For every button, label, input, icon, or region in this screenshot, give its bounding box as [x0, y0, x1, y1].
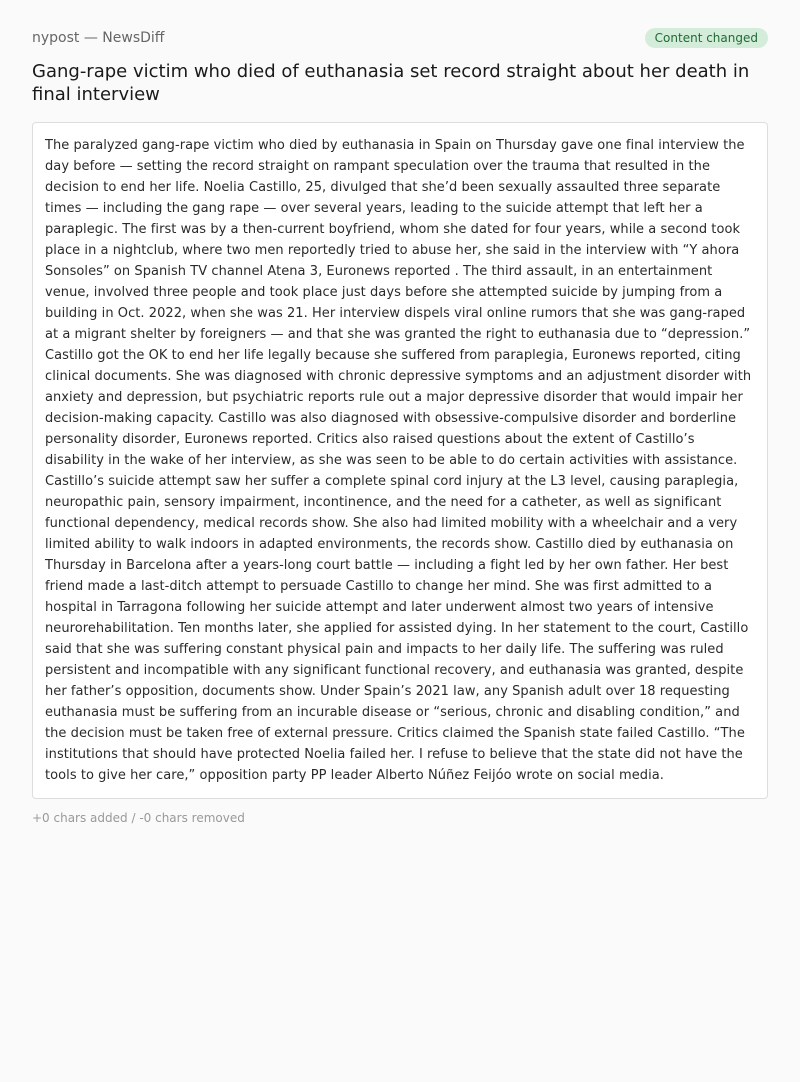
article-title: Gang-rape victim who died of euthanasia set record straight about her death in final interview — [32, 61, 750, 105]
status-badge: Content changed — [645, 28, 768, 48]
article-body-container — [32, 122, 768, 799]
article-body: The paralyzed gang-rape victim who died by euthanasia in Spain on Thursday gave one final interview the day before — setting the record straight on rampant speculation over the trauma that resulted in the decision to end her life. Noelia Castillo, 25, divulged that she’d been sexually assaulted three separate times — including the gang rape — over several years, leading to the suicide attempt that left her a paraplegic. The first was by a then-current boyfriend, whom she dated for four years, while a second took place in a nightclub, where two men reportedly tried to abuse her, she said in the interview with “Y ahora Sonsoles” on Spanish TV channel Atena 3, Euronews reported . The third assault, in an entertainment venue, involved three people and took place just days before she attempted suicide by jumping from a building in Oct. 2022, when she was 21. Her interview dispels viral online rumors that she was gang-raped at a migrant shelter by foreigners — and that she was granted the right to euthanasia due to “depression.” Castillo got the OK to end her life legally because she suffered from paraplegia, Euronews reported, citing clinical documents. She was diagnosed with chronic depressive symptoms and an adjustment disorder with anxiety and depression, but psychiatric reports rule out a major depressive disorder that would impair her decision-making capacity. Castillo was also diagnosed with obsessive-compulsive disorder and borderline personality disorder, Euronews reported. Critics also raised questions about the extent of Castillo’s disability in the wake of her interview, as she was seen to be able to do certain activities with assistance. Castillo’s suicide attempt saw her suffer a complete spinal cord injury at the L3 level, causing paraplegia, neuropathic pain, sensory impairment, incontinence, and the need for a catheter, as well as significant functional dependency, medical records show. She also had limited mobility with a wheelchair and a very limited ability to walk indoors in adapted environments, the records show. Castillo died by euthanasia on Thursday in Barcelona after a years-long court battle — including a fight led by her own father. Her best friend made a last-ditch attempt to persuade Castillo to change her mind. She was first admitted to a hospital in Tarragona following her suicide attempt and later underwent almost two years of intensive neurorehabilitation. Ten months later, she applied for assisted dying. In her statement to the court, Castillo said that she was suffering constant physical pain and impacts to her daily life. The suffering was ruled persistent and incompatible with any significant functional recovery, and euthanasia was granted, despite her father’s opposition, documents show. Under Spain’s 2021 law, any Spanish adult over 18 requesting euthanasia must be suffering from an incurable disease or “serious, chronic and disabling condition,” and the decision must be taken free of external pressure. Critics claimed the Spanish state failed Castillo. “The institutions that should have protected Noelia failed her. I refuse to believe that the state did not have the tools to give her care,” opposition party PP leader Alberto Núñez Feijóo wrote on social media. — [45, 138, 752, 783]
header-row — [32, 28, 768, 48]
diff-stats: +0 chars added / -0 chars removed — [32, 811, 245, 825]
source-label: nypost — NewsDiff — [32, 30, 165, 46]
